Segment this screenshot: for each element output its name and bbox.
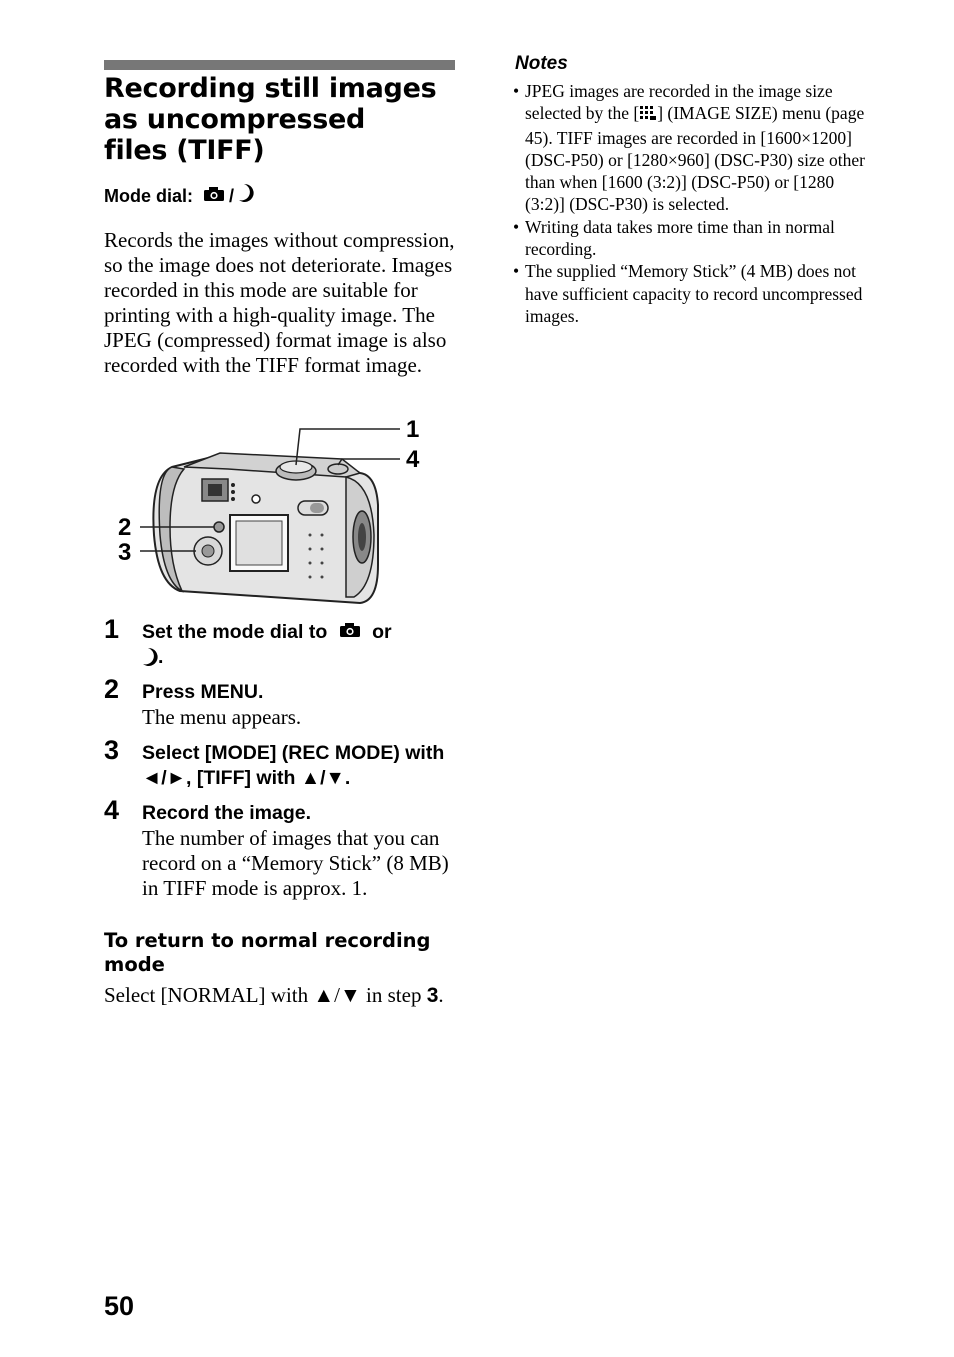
- moon-icon: [238, 183, 254, 209]
- step-2: [104, 674, 464, 730]
- callout-4: 4: [406, 446, 420, 473]
- title-line: files (TIFF): [104, 135, 265, 166]
- callout-2: 2: [118, 514, 132, 541]
- page-title: [104, 73, 464, 166]
- title-rule: [104, 60, 455, 70]
- step-number: 4: [104, 795, 120, 825]
- step-number: 3: [104, 735, 120, 765]
- return-body: [104, 983, 444, 1008]
- intro-paragraph: Records the images without compression, so the image does not deteriorate. Images recorded in this mode are suitable for printing with a high-quality image. The JPEG (compressed) format image is also recorded with the TIFF format image.: [104, 228, 455, 377]
- mode-separator: /: [229, 186, 235, 206]
- notes-heading: Notes: [515, 53, 568, 74]
- return-text: Select [NORMAL] with ▲/▼ in step: [104, 983, 427, 1007]
- step-heading: Select [MODE] (REC MODE) with ◄/►, [TIFF] with ▲/▼.: [142, 742, 445, 789]
- title-line: as uncompressed: [104, 104, 366, 135]
- image-size-grid-icon: [639, 104, 657, 126]
- camera-icon: [339, 620, 361, 645]
- note-item: [513, 80, 873, 216]
- note-text: JPEG images are recorded in the image size selected by the [: [525, 81, 833, 124]
- step-heading: [142, 620, 464, 670]
- step-number: 2: [104, 674, 120, 704]
- step-reference: 3: [426, 984, 439, 1007]
- note-item: [513, 260, 873, 327]
- mode-dial-line: [104, 183, 254, 209]
- callout-3: 3: [118, 539, 132, 566]
- step-3: [104, 735, 464, 791]
- return-text: .: [438, 983, 444, 1007]
- bullet: •: [513, 81, 520, 101]
- step-number: 1: [104, 614, 120, 644]
- step-text: Set the mode dial to: [142, 621, 328, 643]
- note-item: [513, 216, 873, 261]
- note-text: The supplied “Memory Stick” (4 MB) does not have sufficient capacity to record uncompressed images.: [525, 261, 863, 326]
- step-1: [104, 614, 464, 670]
- moon-icon: [142, 646, 158, 668]
- camera-illustration: [110, 415, 440, 615]
- step-body: The menu appears.: [142, 705, 302, 729]
- bullet: •: [513, 216, 520, 237]
- bullet: •: [513, 261, 520, 282]
- note-text: ] (IMAGE SIZE) menu (page 45). TIFF images are recorded in [1600×1200] (DSC-P50) or [1280×960] (DSC-P30) size other than when [1600 (3:2)] (DSC-P50) or [1280 (3:2)] (DSC-P30) is selected.: [525, 103, 865, 215]
- return-heading: To return to normal recording mode: [104, 929, 431, 976]
- camera-icon: [203, 184, 225, 208]
- step-heading: Press MENU.: [142, 681, 264, 703]
- mode-dial-label: Mode dial:: [104, 186, 193, 206]
- title-line: Recording still images: [104, 73, 437, 104]
- step-heading: Record the image.: [142, 802, 312, 824]
- page-number: 50: [104, 1291, 135, 1321]
- callout-1: 1: [406, 416, 420, 443]
- step-text: or: [372, 621, 392, 643]
- step-text: .: [158, 646, 164, 669]
- note-text: Writing data takes more time than in normal recording.: [525, 216, 835, 260]
- step-body: The number of images that you can record on a “Memory Stick” (8 MB) in TIFF mode is approx. 1.: [142, 826, 449, 900]
- notes-list: [513, 80, 873, 327]
- step-4: [104, 795, 464, 901]
